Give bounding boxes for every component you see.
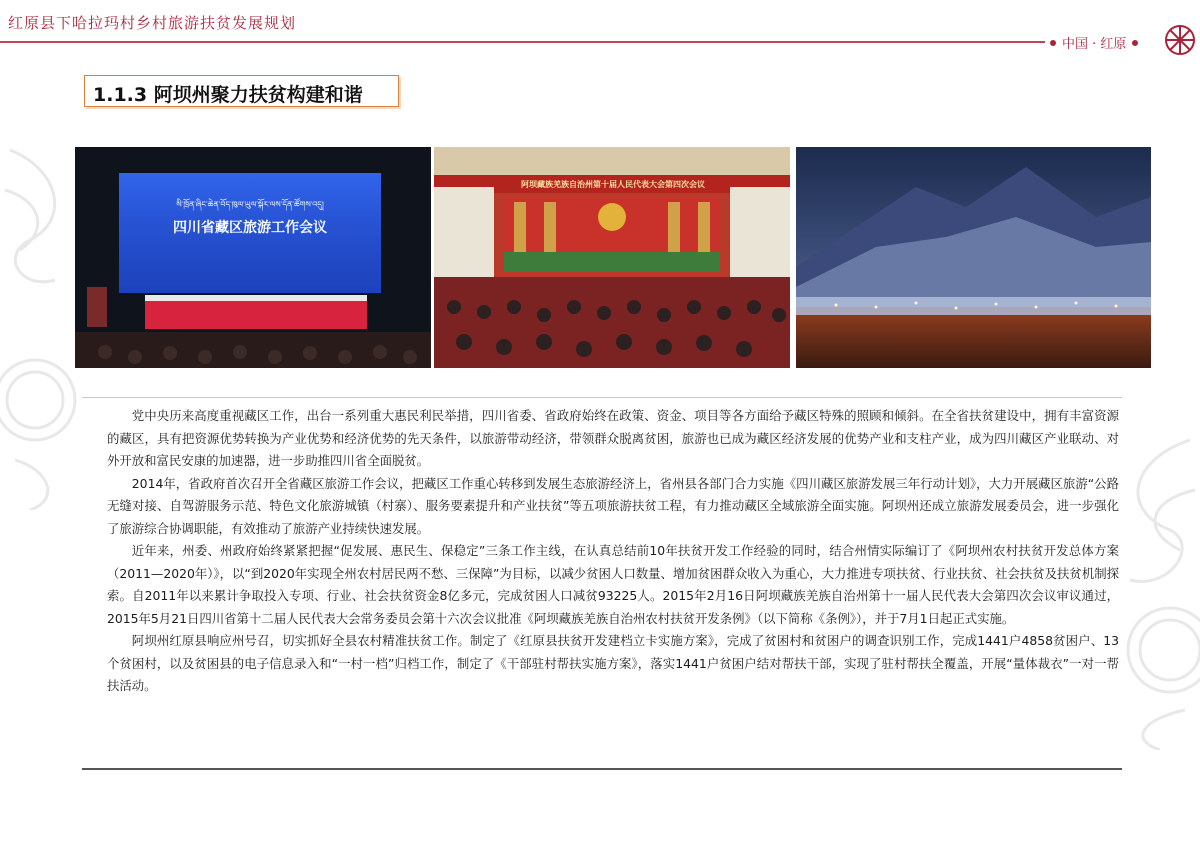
location-label: 中国 · 红原 (1062, 37, 1127, 52)
header-location (1050, 33, 1138, 52)
section-heading-box (84, 75, 399, 107)
emblem-icon (1162, 22, 1198, 58)
screen-caption-tibetan: སི་ཁྲོན་ཞིང་ཆེན་བོད་ཁུལ་ཡུལ་སྐོར་ལས་དོན་ཚོགས་འདུ། (176, 200, 324, 209)
paragraph: 阿坝州红原县响应州号召，切实抓好全县农村精准扶贫工作。制定了《红原县扶贫开发建档立卡实施方案》，完成了贫困村和贫困户的调查识别工作，完成1441户4858贫困户、13个贫困村，以及贫困县的电子信息录入和“一村一档”归档工作，制定了《干部驻村帮扶实施方案》，落实1441户贫困户结对帮扶干部，实现了驻村帮扶全覆盖，开展“量体裁衣”一对一帮扶活动。 (107, 633, 1119, 693)
paragraph: 2014年，省政府首次召开全省藏区旅游工作会议，把藏区工作重心转移到发展生态旅游经济上，省州县各部门合力实施《四川藏区旅游发展三年行动计划》，大力开展藏区旅游“公路无缝对接、自驾游服务示范、特色文化旅游城镇（村寨）、服务要素提升和产业扶贫”等五项旅游扶贫工程，有力推动藏区全域旅游全面实施。阿坝州还成立旅游发展委员会，进一步强化了旅游综合协调职能，有效推动了旅游产业持续快速发展。 (107, 475, 1119, 536)
photo-tourism-conference (75, 147, 431, 368)
photo-mountain-town (796, 147, 1151, 368)
banner-caption: 阿坝藏族羌族自治州第十届人民代表大会第四次会议 (521, 180, 705, 189)
dot-icon (1132, 40, 1138, 46)
content-rule-top (82, 397, 1122, 398)
content-rule-bottom (82, 768, 1122, 770)
document-title: 红原县下哈拉玛村乡村旅游扶贫发展规划 (8, 14, 297, 32)
screen-caption: 四川省藏区旅游工作会议 (173, 220, 327, 236)
body-text (107, 405, 1119, 698)
paragraph: 党中央历来高度重视藏区工作，出台一系列重大惠民利民举措，四川省委、省政府始终在政策、资金、项目等各方面给予藏区特殊的照顾和倾斜。在全省扶贫建设中，拥有丰富资源的藏区，具有把资源优势转换为产业优势和经济优势的先天条件，以旅游带动经济，带领群众脱离贫困，旅游也已成为藏区经济发展的优势产业和支柱产业，成为四川藏区产业联动、对外开放和富民安康的加速器，进一步助推四川省全面脱贫。 (107, 408, 1119, 468)
photo-peoples-congress (434, 147, 790, 368)
dot-icon (1050, 40, 1056, 46)
section-heading: 1.1.3 阿坝州聚力扶贫构建和谐 (93, 84, 363, 106)
paragraph: 近年来，州委、州政府始终紧紧把握“促发展、惠民生、保稳定”三条工作主线，在认真总结前10年扶贫开发工作经验的同时，结合州情实际编订了《阿坝州农村扶贫开发总体方案（2011—2020年）》，以“到2020年实现全州农村居民两不愁、三保障”为目标，以减少贫困人口数量、增加贫困群众收入为重心，大力推进专项扶贫、行业扶贫、社会扶贫及扶贫机制探索。自2011年以来累计争取投入专项、行业、社会扶贫资金8亿多元，完成贫困人口减贫93225人。2015年2月16日阿坝藏族羌族自治州第十一届人民代表大会第四次会议审议通过，2015年5月21日四川省第十二届人民代表大会常务委员会第十六次会议批准《阿坝藏族羌族自治州农村扶贫开发条例》（以下简称《条例》），并于7月1日起正式实施。 (107, 543, 1119, 626)
header-rule (0, 41, 1045, 43)
